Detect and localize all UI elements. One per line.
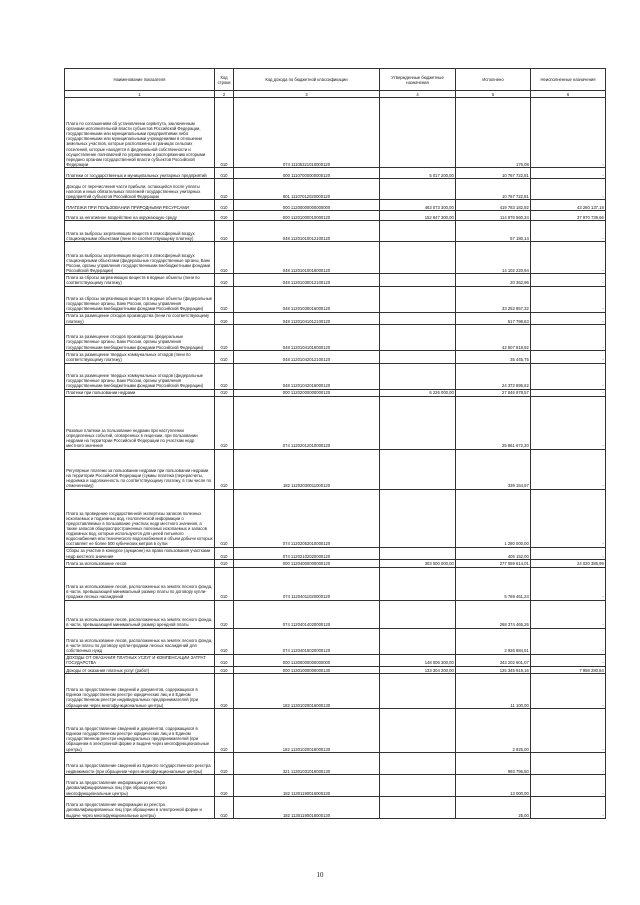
table-row: [65, 666, 606, 673]
table-header: [65, 69, 606, 91]
unexecuted-amount: -: [531, 396, 606, 449]
table-row: [65, 351, 606, 363]
budget-code: 182 11301190018000130: [234, 797, 380, 819]
budget-code: 048 11201010016000120: [234, 242, 380, 274]
approved-amount: [380, 775, 456, 797]
budget-code: 074 11204011020000120: [234, 567, 380, 600]
table-row: [65, 674, 606, 709]
unexecuted-amount: -: [531, 567, 606, 600]
budget-code: 000 11204000000000120: [234, 560, 380, 567]
executed-amount: 1 280 000,00: [456, 489, 531, 547]
column-number-row: [65, 91, 606, 98]
column-number: 6: [531, 91, 606, 98]
budget-code: 000 11201000010000120: [234, 211, 380, 221]
budget-code: 048 11201010012100120: [234, 221, 380, 242]
executed-amount: 27 846 978,57: [456, 389, 531, 396]
line-code: 010: [215, 179, 234, 200]
executed-amount: 419 783 182,82: [456, 200, 531, 211]
executed-amount: 114 876 560,34: [456, 211, 531, 221]
approved-amount: [380, 547, 456, 559]
indicator-name: ПЛАТЕЖИ ПРИ ПОЛЬЗОВАНИИ ПРИРОДНЫМИ РЕСУРСАМИ: [65, 200, 215, 211]
table-row: [65, 179, 606, 200]
unexecuted-amount: -: [531, 775, 606, 797]
line-code: 010: [215, 221, 234, 242]
line-code: 010: [215, 242, 234, 274]
indicator-name: Платежи при пользовании недрами: [65, 389, 215, 396]
executed-amount: 268 374 465,26: [456, 600, 531, 628]
unexecuted-amount: -: [531, 654, 606, 666]
approved-amount: [380, 600, 456, 628]
budget-code: 048 11201041012100120: [234, 312, 380, 324]
table-row: [65, 753, 606, 775]
executed-amount: 35 445,75: [456, 351, 531, 363]
table-row: [65, 98, 606, 168]
indicator-name: Плата за использование лесов, расположенных на землях лесного фонда, в части, превышающей минимальный размер платы по договору купли-продажи лесных насаждений: [65, 567, 215, 600]
table-row: [65, 775, 606, 797]
indicator-name: ДОХОДЫ ОТ ОКАЗАНИЯ ПЛАТНЫХ УСЛУГ И КОМПЕНСАЦИИ ЗАТРАТ ГОСУДАРСТВА: [65, 654, 215, 666]
unexecuted-amount: -: [531, 351, 606, 363]
line-code: 010: [215, 98, 234, 168]
indicator-name: Плата за выбросы загрязняющих веществ в атмосферный воздух стационарными объектами (федеральные государственные органы, Банк России, органы управления государственными внебюджетными фондами Российской Федерации): [65, 242, 215, 274]
line-code: 010: [215, 200, 234, 211]
table-row: [65, 274, 606, 286]
table-row: [65, 200, 606, 211]
indicator-name: Плата за предоставление информации из реестра дисквалифицированных лиц (при обращении через многофункциональные центры): [65, 775, 215, 797]
table-row: [65, 396, 606, 449]
executed-amount: 339 154,57: [456, 449, 531, 489]
line-code: 010: [215, 325, 234, 351]
table-row: [65, 709, 606, 753]
line-code: 010: [215, 628, 234, 654]
approved-amount: [380, 489, 456, 547]
indicator-name: Плата за проведение государственной экспертизы запасов полезных ископаемых и подземных вод, геологической информации о предоставляемых в пользование участках недр местного значения, а также запасов общераспространенных полезных ископаемых и запасов подземных вод, которые используются для целей питьевого водоснабжения или технического водоснабжения и объем добычи которых составляет не более 500 кубических метров в сутки: [65, 489, 215, 547]
approved-amount: [380, 628, 456, 654]
budget-code: 048 11201030016000120: [234, 286, 380, 312]
executed-amount: 42 507 818,92: [456, 325, 531, 351]
table-row: [65, 211, 606, 221]
unexecuted-amount: -: [531, 547, 606, 559]
indicator-name: Плата за предоставление сведений из Единого государственного реестра недвижимости (при обращении через многофункциональные центры): [65, 753, 215, 775]
executed-amount: 176,08: [456, 98, 531, 168]
unexecuted-amount: -: [531, 221, 606, 242]
header-unexecuted: Неисполненные назначения: [531, 69, 606, 91]
budget-code: 182 11202030011000120: [234, 449, 380, 489]
approved-amount: 303 000 000,00: [380, 560, 456, 567]
budget-code: 048 11201042016000120: [234, 363, 380, 389]
executed-amount: 405 152,00: [456, 547, 531, 559]
line-code: 010: [215, 775, 234, 797]
indicator-name: Платежи от государственных и муниципальных унитарных предприятий: [65, 168, 215, 179]
budget-code: 000 11202000000000120: [234, 389, 380, 396]
line-code: 010: [215, 797, 234, 819]
indicator-name: Плата за предоставление сведений и документов, содержащихся в Едином государственном реестре юридических лиц и в Едином государственном реестре индивидуальных предпринимателей (при обращении через многофункциональные центры): [65, 674, 215, 709]
indicator-name: Плата за использование лесов, расположенных на землях лесного фонда, в части, превышающей минимальный размер арендной платы: [65, 600, 215, 628]
approved-amount: [380, 797, 456, 819]
budget-code: 074 11204015020000120: [234, 628, 380, 654]
line-code: 010: [215, 351, 234, 363]
unexecuted-amount: -: [531, 753, 606, 775]
table-row: [65, 489, 606, 547]
executed-amount: 2 926 684,51: [456, 628, 531, 654]
column-number: 1: [65, 91, 215, 98]
unexecuted-amount: -: [531, 449, 606, 489]
line-code: 010: [215, 547, 234, 559]
approved-amount: 463 073 300,00: [380, 200, 456, 211]
column-number: 5: [456, 91, 531, 98]
approved-amount: [380, 221, 456, 242]
unexecuted-amount: -: [531, 242, 606, 274]
line-code: 010: [215, 567, 234, 600]
table-row: [65, 600, 606, 628]
unexecuted-amount: -: [531, 674, 606, 709]
executed-amount: 517 798,63: [456, 312, 531, 324]
approved-amount: [380, 363, 456, 389]
table-row: [65, 449, 606, 489]
approved-amount: [380, 567, 456, 600]
column-number: 4: [380, 91, 456, 98]
approved-amount: [380, 396, 456, 449]
indicator-name: Плата за предоставление информации из реестра дисквалифицированных лиц (при обращении в электронной форме и выдаче через многофункциональные центры): [65, 797, 215, 819]
indicator-name: Плата за выбросы загрязняющих веществ в атмосферный воздух стационарными объектами (пени по соответствующему платежу): [65, 221, 215, 242]
line-code: 010: [215, 168, 234, 179]
budget-code: 182 11301020016000130: [234, 674, 380, 709]
table-row: [65, 286, 606, 312]
page-number: 10: [316, 871, 324, 879]
executed-amount: 10 767 722,81: [456, 168, 531, 179]
approved-amount: 6 226 000,00: [380, 389, 456, 396]
executed-amount: 277 059 614,01: [456, 560, 531, 567]
indicator-name: Разовые платежи за пользование недрами при наступлении определенных событий, оговоренных в лицензии, при пользовании недрами на территории Российской Федерации по участкам недр местного значения: [65, 396, 215, 449]
unexecuted-amount: -: [531, 628, 606, 654]
indicator-name: Плата за негативное воздействие на окружающую среду: [65, 211, 215, 221]
approved-amount: [380, 274, 456, 286]
line-code: 010: [215, 363, 234, 389]
header-budget-classification-code: Код дохода по бюджетной классификации: [234, 69, 380, 91]
unexecuted-amount: -: [531, 489, 606, 547]
approved-amount: [380, 674, 456, 709]
approved-amount: 5 017 200,00: [380, 168, 456, 179]
budget-code: 074 11105321010000120: [234, 98, 380, 168]
budget-code: 074 11202012010000120: [234, 396, 380, 449]
approved-amount: [380, 351, 456, 363]
line-code: 010: [215, 654, 234, 666]
line-code: 010: [215, 312, 234, 324]
unexecuted-amount: -: [531, 98, 606, 168]
line-code: 010: [215, 489, 234, 547]
column-number: 2: [215, 91, 234, 98]
unexecuted-amount: -: [531, 389, 606, 396]
table-row: [65, 654, 606, 666]
line-code: 010: [215, 286, 234, 312]
table-row: [65, 325, 606, 351]
approved-amount: [380, 753, 456, 775]
unexecuted-amount: -: [531, 286, 606, 312]
approved-amount: [380, 325, 456, 351]
approved-amount: [380, 179, 456, 200]
unexecuted-amount: -: [531, 600, 606, 628]
unexecuted-amount: -: [531, 312, 606, 324]
budget-code: 000 11301000000000130: [234, 666, 380, 673]
budget-code: 801 11107012020000120: [234, 179, 380, 200]
budget-code: 000 11300000000000000: [234, 654, 380, 666]
line-code: 010: [215, 389, 234, 396]
approved-amount: [380, 98, 456, 168]
unexecuted-amount: -: [531, 709, 606, 753]
table-row: [65, 312, 606, 324]
indicator-name: Плата за сбросы загрязняющих веществ в водные объекты (федеральные государственные органы, Банк России, органы управления государственными внебюджетными фондами Российской Федерации): [65, 286, 215, 312]
approved-amount: [380, 449, 456, 489]
executed-amount: 10 767 722,81: [456, 179, 531, 200]
line-code: 010: [215, 274, 234, 286]
line-code: 010: [215, 666, 234, 673]
budget-code: 182 11301020018000130: [234, 709, 380, 753]
executed-amount: 67 180,14: [456, 221, 531, 242]
line-code: 010: [215, 449, 234, 489]
unexecuted-amount: -: [531, 363, 606, 389]
indicator-name: Плата за размещение отходов производства (пени по соответствующему платежу): [65, 312, 215, 324]
column-number: 3: [234, 91, 380, 98]
executed-amount: 24 372 895,62: [456, 363, 531, 389]
budget-code: 048 11201030012100120: [234, 274, 380, 286]
executed-amount: 25,00: [456, 797, 531, 819]
executed-amount: 343 202 601,07: [456, 654, 531, 666]
executed-amount: 125 345 919,16: [456, 666, 531, 673]
approved-amount: [380, 709, 456, 753]
table-row: [65, 389, 606, 396]
table-row: [65, 567, 606, 600]
approved-amount: [380, 312, 456, 324]
line-code: 010: [215, 560, 234, 567]
table-row: [65, 560, 606, 567]
line-code: 010: [215, 753, 234, 775]
approved-amount: 133 304 200,00: [380, 666, 456, 673]
executed-amount: 13 000,00: [456, 775, 531, 797]
table-row: [65, 628, 606, 654]
indicator-name: Сборы за участие в конкурсе (аукционе) на право пользования участками недр местного значения: [65, 547, 215, 559]
approved-amount: [380, 286, 456, 312]
indicator-name: Плата за размещение твердых коммунальных отходов (пени по соответствующему платежу): [65, 351, 215, 363]
budget-code: 074 11202102020000120: [234, 547, 380, 559]
header-line-code: Код строки: [215, 69, 234, 91]
unexecuted-amount: -: [531, 179, 606, 200]
executed-amount: 993 795,50: [456, 753, 531, 775]
indicator-name: Плата за размещение твердых коммунальных отходов (федеральные государственные органы, Банк России, органы управления государственными внебюджетными фондами Российской Федерации): [65, 363, 215, 389]
line-code: 010: [215, 674, 234, 709]
budget-code: 000 11107000000000120: [234, 168, 380, 179]
budget-code: 074 11204014020000120: [234, 600, 380, 628]
unexecuted-amount: 37 970 739,66: [531, 211, 606, 221]
budget-code: 321 11301031016000130: [234, 753, 380, 775]
budget-code: 048 11201042012100120: [234, 351, 380, 363]
unexecuted-amount: -: [531, 168, 606, 179]
table-row: [65, 363, 606, 389]
executed-amount: 2 925,00: [456, 709, 531, 753]
indicator-name: Доходы от оказания платных услуг (работ): [65, 666, 215, 673]
unexecuted-amount: -: [531, 274, 606, 286]
line-code: 010: [215, 211, 234, 221]
executed-amount: 11 100,00: [456, 674, 531, 709]
unexecuted-amount: 7 958 280,84: [531, 666, 606, 673]
indicator-name: Регулярные платежи за пользование недрами при пользовании недрами на территории Российской Федерации (суммы платежа (перерасчеты, недоимка и задолженность по соответствующему платежу, в том числе по отмененному): [65, 449, 215, 489]
indicator-name: Плата за размещение отходов производства (федеральные государственные органы, Банк России, органы управления государственными внебюджетными фондами Российской Федерации): [65, 325, 215, 351]
header-indicator-name: Наименование показателя: [65, 69, 215, 91]
budget-execution-table: [64, 68, 606, 819]
indicator-name: Доходы от перечисления части прибыли, остающейся после уплаты налогов и иных обязательных платежей государственных унитарных предприятий субъектов Российской Федерации: [65, 179, 215, 200]
indicator-name: Плата по соглашениям об установлении сервитута, заключенным органами исполнительной власти субъектов Российской Федерации, государственными или муниципальными предприятиями либо государственными или муниципальными учреждениями в отношении земельных участков, которые расположены в границах сельских поселений, которые находятся в федеральной собственности и осуществление полномочий по управлению и распоряжению которыми передано органам государственной власти субъектов Российской Федерации: [65, 98, 215, 168]
header-executed: Исполнено: [456, 69, 531, 91]
indicator-name: Плата за использование лесов, расположенных на землях лесного фонда, в части платы по договору купли-продажи лесных насаждений для собственных нужд: [65, 628, 215, 654]
indicator-name: Плата за использование лесов: [65, 560, 215, 567]
executed-amount: 33 252 857,32: [456, 286, 531, 312]
unexecuted-amount: -: [531, 797, 606, 819]
unexecuted-amount: 43 260 137,18: [531, 200, 606, 211]
table-body: [65, 91, 606, 819]
executed-amount: 25 861 672,20: [456, 396, 531, 449]
budget-code: 048 11201041016000120: [234, 325, 380, 351]
table-row: [65, 242, 606, 274]
executed-amount: 5 769 461,24: [456, 567, 531, 600]
budget-code: 182 11301190016000130: [234, 775, 380, 797]
line-code: 010: [215, 600, 234, 628]
indicator-name: Плата за предоставление сведений и документов, содержащихся в Едином государственном реестре юридических лиц и в Едином государственном реестре индивидуальных предпринимателей (при обращении в электронной форме и выдаче через многофункциональные центры): [65, 709, 215, 753]
line-code: 010: [215, 396, 234, 449]
budget-code: 000 11200000000000000: [234, 200, 380, 211]
line-code: 010: [215, 709, 234, 753]
executed-amount: 14 102 220,94: [456, 242, 531, 274]
table-row: [65, 797, 606, 819]
budget-code: 074 11202052010000120: [234, 489, 380, 547]
table-row: [65, 547, 606, 559]
approved-amount: 152 847 300,00: [380, 211, 456, 221]
approved-amount: 148 006 300,00: [380, 654, 456, 666]
approved-amount: [380, 242, 456, 274]
unexecuted-amount: 24 020 385,99: [531, 560, 606, 567]
executed-amount: 20 362,96: [456, 274, 531, 286]
table-row: [65, 168, 606, 179]
indicator-name: Плата за сбросы загрязняющих веществ в водные объекты (пени по соответствующему платежу): [65, 274, 215, 286]
header-approved: Утвержденные бюджетные назначения: [380, 69, 456, 91]
unexecuted-amount: -: [531, 325, 606, 351]
table-row: [65, 221, 606, 242]
